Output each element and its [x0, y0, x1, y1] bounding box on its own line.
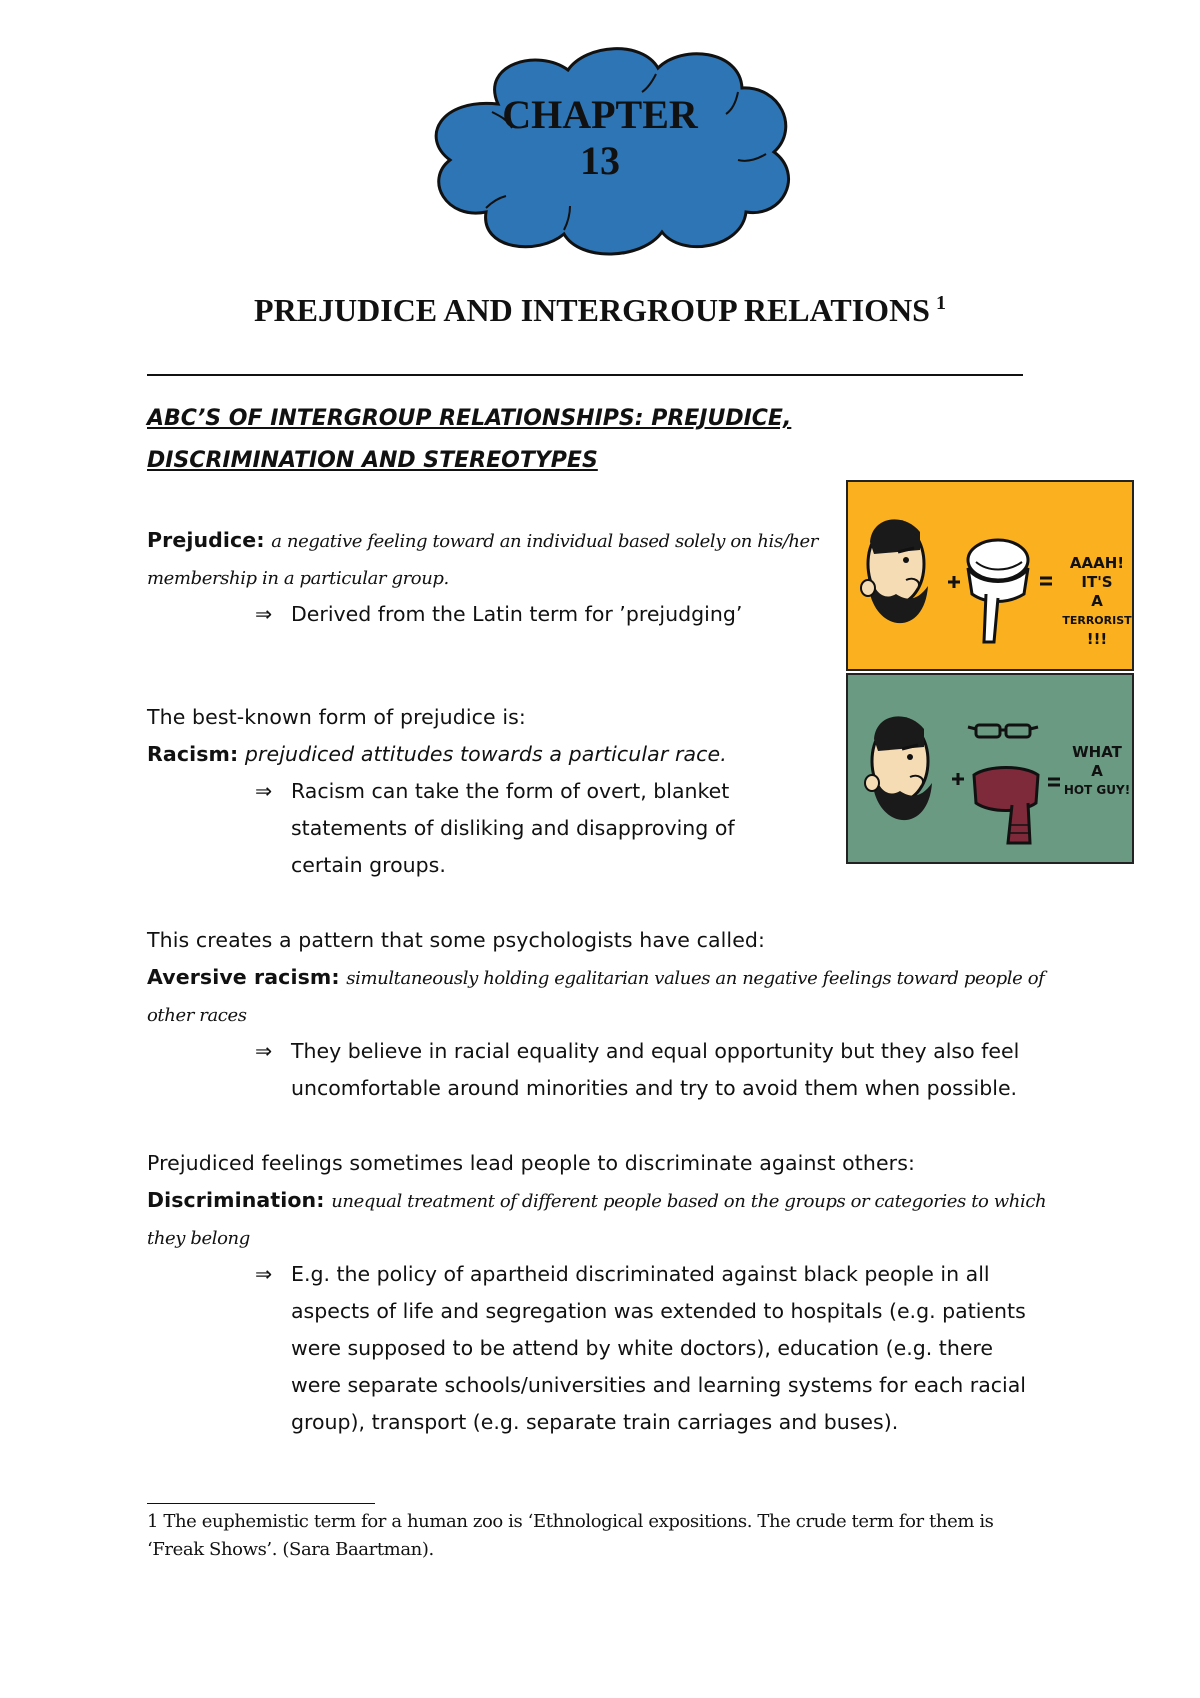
chapter-word: CHAPTER: [502, 92, 698, 137]
racism-definition: [147, 736, 727, 773]
chapter-number: 13: [580, 138, 620, 183]
caption-line: A: [1091, 762, 1103, 780]
aversive-racism-definition-line-2: [147, 996, 247, 1034]
discrimination-bullet-line-4: were separate schools/universities and learning systems for each racial: [291, 1373, 1027, 1397]
discrimination-intro: Prejudiced feelings sometimes lead people to discriminate against others:: [147, 1151, 915, 1175]
caption-line: WHAT: [1072, 743, 1122, 761]
section-heading-line-2: DISCRIMINATION AND STEREOTYPES: [147, 448, 598, 473]
caption-line: A: [1091, 592, 1103, 610]
discrimination-definition-line-2: [147, 1219, 250, 1257]
comic-panel-hot-guy: [846, 673, 1134, 864]
racism-definition-text: prejudiced attitudes towards a particular race.: [244, 742, 727, 766]
prejudice-definition-text-1: a negative feeling toward an individual based solely on his/her: [271, 531, 819, 552]
footnote-divider: [147, 1503, 375, 1504]
bullet-arrow-icon: ⇒: [255, 1039, 273, 1063]
discrimination-definition: [147, 1182, 1046, 1220]
aversive-racism-bullet-line-2: uncomfortable around minorities and try to avoid them when possible.: [291, 1076, 1018, 1100]
discrimination-bullet-line-2: aspects of life and segregation was extended to hospitals (e.g. patients: [291, 1299, 1026, 1323]
aversive-racism-intro: This creates a pattern that some psychologists have called:: [147, 928, 766, 952]
racism-intro: The best-known form of prejudice is:: [147, 705, 526, 729]
comic-caption-1: [1062, 554, 1132, 649]
aversive-racism-definition: [147, 959, 1044, 997]
discrimination-definition-text-2: they belong: [147, 1228, 250, 1249]
title-divider: [147, 374, 1023, 376]
prejudice-definition-line-2: [147, 559, 449, 597]
caption-line: AAAH!: [1069, 554, 1125, 572]
aversive-racism-definition-text-1: simultaneously holding egalitarian values an negative feelings toward people of: [346, 968, 1045, 989]
racism-bullet-line-3: certain groups.: [291, 853, 446, 877]
discrimination-definition-text-1: unequal treatment of different people based on the groups or categories to which: [331, 1191, 1047, 1212]
caption-line: !!!: [1086, 630, 1108, 648]
discrimination-bullet-line-1: E.g. the policy of apartheid discriminated against black people in all: [291, 1262, 990, 1286]
footnote: [147, 1508, 1047, 1564]
page-title-text: PREJUDICE AND INTERGROUP RELATIONS: [254, 292, 930, 328]
bullet-arrow-icon: ⇒: [255, 1262, 273, 1286]
footnote-line-1: 1 The euphemistic term for a human zoo is ‘Ethnological expositions. The crude term for them is: [147, 1511, 994, 1532]
page-title: [0, 283, 1200, 330]
footnote-line-2: ‘Freak Shows’. (Sara Baartman).: [147, 1539, 434, 1560]
comic-caption-2: [1062, 743, 1132, 800]
racism-bullet-line-2: statements of disliking and disapproving of: [291, 816, 735, 840]
racism-bullet-line-1: Racism can take the form of overt, blanket: [291, 779, 730, 803]
section-heading-line-1: ABC’S OF INTERGROUP RELATIONSHIPS: PREJUDICE,: [147, 406, 792, 431]
caption-line: TERRORIST: [1062, 614, 1132, 627]
racism-term: Racism:: [147, 742, 239, 766]
bullet-arrow-icon: ⇒: [255, 779, 273, 803]
prejudice-bullet: Derived from the Latin term for ’prejudging’: [291, 602, 743, 626]
discrimination-bullet-line-3: were supposed to be attend by white doctors), education (e.g. there: [291, 1336, 994, 1360]
discrimination-term: Discrimination:: [147, 1188, 325, 1212]
aversive-racism-bullet-line-1: They believe in racial equality and equal opportunity but they also feel: [291, 1039, 1020, 1063]
prejudice-term: Prejudice:: [147, 528, 265, 552]
caption-line: HOT GUY!: [1063, 783, 1131, 797]
chapter-label: [450, 92, 750, 184]
bullet-arrow-icon: ⇒: [255, 602, 273, 626]
discrimination-bullet-line-5: group), transport (e.g. separate train carriages and buses).: [291, 1410, 899, 1434]
aversive-racism-definition-text-2: other races: [147, 1005, 247, 1026]
comic-panel-terrorist: [846, 480, 1134, 671]
aversive-racism-term: Aversive racism:: [147, 965, 340, 989]
title-footnote-ref: 1: [935, 292, 946, 314]
caption-line: IT'S: [1081, 573, 1113, 591]
prejudice-definition-text-2: membership in a particular group.: [147, 568, 449, 589]
prejudice-definition: [147, 522, 818, 560]
